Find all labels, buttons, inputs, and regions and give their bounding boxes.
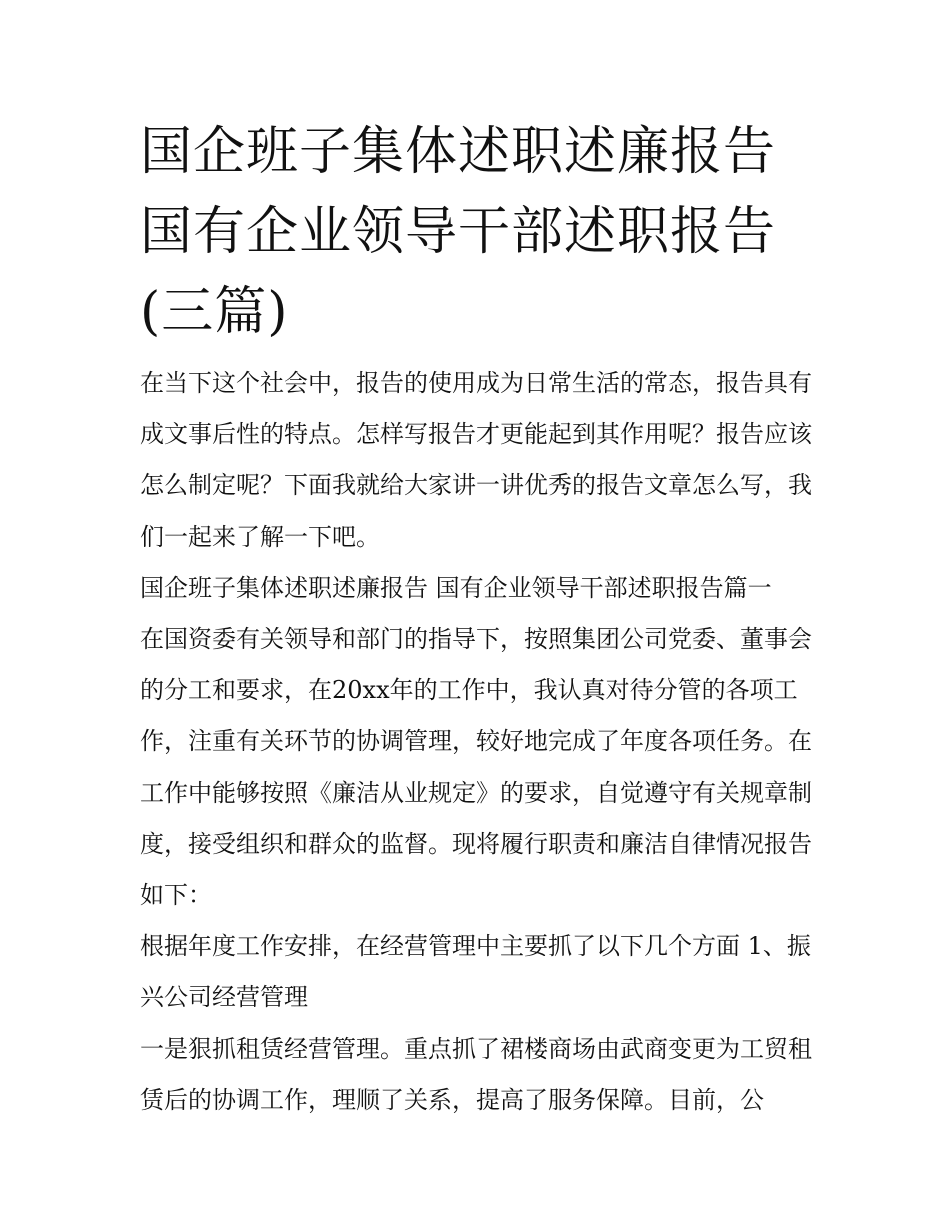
paragraph-intro: 在当下这个社会中，报告的使用成为日常生活的常态，报告具有成文事后性的特点。怎样写报告才更能起到其作用呢？报告应该怎么制定呢？下面我就给大家讲一讲优秀的报告文章怎么写，我们一起来了解一下吧。 [140,369,812,551]
paragraph-work-areas: 根据年度工作安排，在经营管理中主要抓了以下几个方面 1、振兴公司经营管理 [140,932,811,1012]
document-body [140,358,820,1126]
paragraph-section-heading: 国企班子集体述职述廉报告 国有企业领导干部述职报告篇一 [140,573,772,602]
paragraph-leasing: 一是狠抓租赁经营管理。重点抓了裙楼商场由武商变更为工贸租赁后的协调工作，理顺了关系，提高了服务保障。目前，公 [140,1034,812,1114]
paragraph-overview: 在国资委有关领导和部门的指导下，按照集团公司党委、董事会的分工和要求，在20xx年的工作中，我认真对待分管的各项工作，注重有关环节的协调管理，较好地完成了年度各项任务。在工作中能够按照《廉洁从业规定》的要求，自觉遵守有关规章制度，接受组织和群众的监督。现将履行职责和廉洁自律情况报告如下： [140,625,812,910]
document-title: 国企班子集体述职述廉报告 国有企业领导干部述职报告(三篇) [140,122,777,342]
